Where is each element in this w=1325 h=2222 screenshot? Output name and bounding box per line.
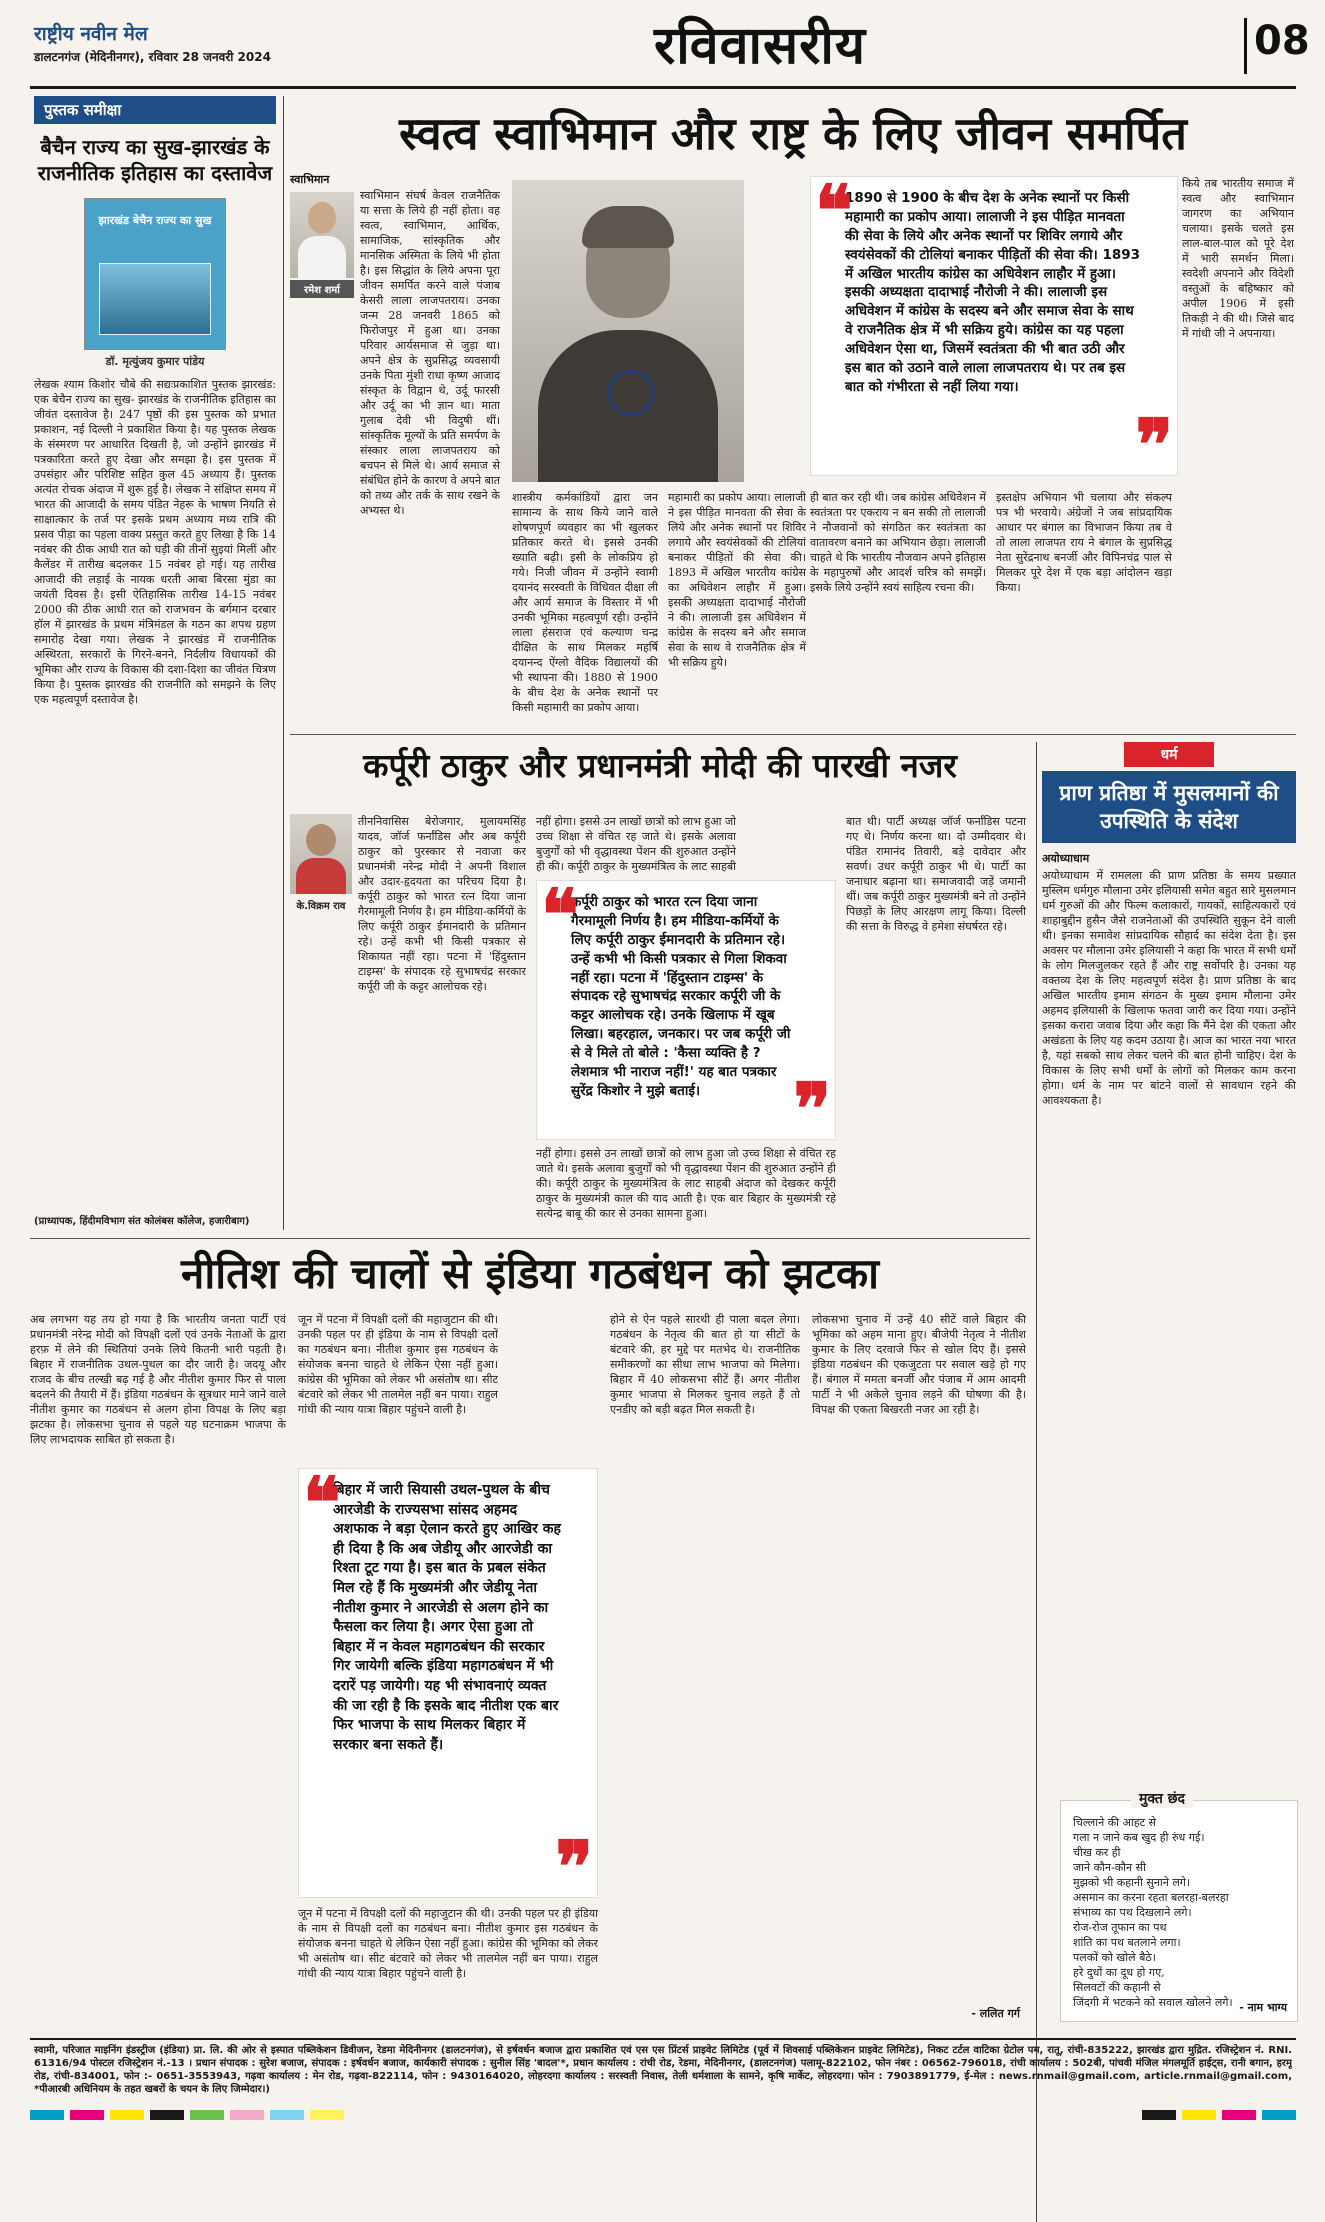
dharm-dateline: अयोध्याधाम bbox=[1042, 852, 1090, 865]
nitish-column-2: जून में पटना में विपक्षी दलों की महाजुटान की थी। उनकी पहल पर ही इंडिया के नाम से विपक्षी दलों का गठबंधन बना। नीतीश कुमार इस गठबंधन के संयोजक बनना चाहते थे लेकिन ऐसा नहीं हुआ। कांग्रेस की भूमिका को लेकर भी असंतोष था। सीट बंटवारे को लेकर भी तालमेल नहीं बन पाया। राहुल गांधी की न्याय यात्रा बिहार पहुंचने वाली है। bbox=[298, 1313, 498, 1416]
page-number-divider bbox=[1244, 18, 1247, 74]
nitish-headline: नीतिश की चालों से इंडिया गठबंधन को झटका bbox=[181, 1249, 879, 1298]
poem-author: - नाम भाग्य bbox=[1239, 2001, 1287, 2014]
masthead bbox=[0, 0, 1325, 92]
nitish-column-2b: जून में पटना में विपक्षी दलों की महाजुटान की थी। उनकी पहल पर ही इंडिया के नाम से विपक्षी दलों का गठबंधन बना। नीतीश कुमार इस गठबंधन के संयोजक बनना चाहते थे लेकिन ऐसा नहीं हुआ। कांग्रेस की भूमिका को लेकर भी असंतोष था। सीट बंटवारे को लेकर भी तालमेल नहीं बन पाया। राहुल गांधी की न्याय यात्रा बिहार पहुंचने वाली है। bbox=[298, 1907, 598, 1980]
nitish-column-4: लोकसभा चुनाव में उन्हें 40 सीटें वाले बिहार की भूमिका को अहम माना हुए। बीजेपी नेतृत्व ने नीतीश कुमार के लिए दरवाजे फिर से खोल दिए हैं। इससे इंडिया गठबंधन की एकजुटता पर सवाल खड़े हो गए हैं। बंगाल में ममता बनर्जी और पंजाब में आम आदमी पार्टी ने भी अकेले चुनाव लड़ने की घोषणा की है। विपक्ष की एकता बिखरती नजर आ रही है। bbox=[812, 1313, 1026, 1416]
karpoori-pull-quote-text: कर्पूरी ठाकुर को भारत रत्न दिया जाना गैरमामूली निर्णय है। हम मीडिया-कर्मियों के लिए कर्पूरी ठाकुर ईमानदारी के प्रतिमान रहे। उन्हें कभी भी किसी पत्रकार से गिला शिकवा नहीं रहा। पटना में 'हिंदुस्तान टाइम्स' के संपादक रहे सुभाषचंद्र सरकार कर्पूरी जी के कट्टर आलोचक रहे। उनके खिलाफ में खूब लिखा। बहरहाल, जनकार। पर जब कर्पूरी जी से वे मिले तो बोले : 'कैसा व्यक्ति है ? लेशमात्र भी नाराज नहीं!' यह बात पत्रकार सुरेंद्र किशोर ने मुझे बताई। bbox=[571, 894, 791, 1099]
karpoori-pull-quote bbox=[536, 873, 836, 1150]
lead-pull-quote-text: 1890 से 1900 के बीच देश के अनेक स्थानों पर किसी महामारी का प्रकोप आया। लालाजी ने इस पीड़ित मानवता की सेवा के लिये और अनेक स्थानों पर शिविर लगाये और स्वयंसेवकों की टोलियां बनाकर पीड़ितों की सेवा की। 1893 में अखिल भारतीय कांग्रेस का अधिवेशन लाहौर में हुआ। इसकी अध्यक्षता दादाभाई नौरोजी ने की। लालाजी इस अधिवेशन में कांग्रेस के सदस्य बने और समाज सेवा के साथ वे राजनैतिक क्षेत्र में भी सक्रिय हुये। कांग्रेस का यह पहला अधिवेशन ऐसा था, जिसमें स्वतंत्रता की भी बात उठी और इस बात को उठाने वाले लाला लाजपतराय थे। पर तब इस बात को गंभीरता से नहीं लिया गया। bbox=[845, 190, 1141, 395]
poem-text: चिल्लाने की आहट से गला न जाने कब खुद ही रुंध गई। चीख कर ही जाने कौन-कौन सी मुझको भी कहानी सुनाने लगे। असमान का करना रहता बलरहा-बलरहा संभाव्य का पथ दिखलाने लगे। रोज-रोज तूफान का पथ शांति का पथ बतलाने लगा। पलकों को खोले बैठे। हरे दुधों का दूध हो गए, सिलवटों की कहानी से जिंदगी में भटकने को सवाल खोलने लगे। bbox=[1073, 1816, 1233, 2009]
left-column-divider bbox=[283, 96, 284, 1230]
registration-swatches bbox=[30, 2110, 1296, 2122]
karpoori-headline: कर्पूरी ठाकुर और प्रधानमंत्री मोदी की पारखी नजर bbox=[363, 746, 957, 785]
masthead-rule bbox=[30, 86, 1296, 89]
book-review-label: पुस्तक समीक्षा bbox=[34, 96, 276, 124]
book-review bbox=[34, 96, 276, 1234]
dharm-label: धर्म bbox=[1124, 742, 1214, 767]
author-photo-ramesh bbox=[290, 192, 354, 278]
swatch-yellow-right bbox=[1182, 2110, 1216, 2120]
book-review-body: लेखक श्याम किशोर चौबे की सद्यःप्रकाशित पुस्तक झारखंड: एक बेचैन राज्य का सुख- झारखंड के राजनीतिक इतिहास का जीवंत दस्तावेज है। 247 पृष्ठों की इस पुस्तक को प्रभात प्रकाशन, नई दिल्ली ने प्रकाशित किया है। यह पुस्तक लेखक के संस्मरण पर आधारित दिखती है, जो उन्होंने झारखंड में पत्रकारिता करते हुए देखा और समझा है। इस पुस्तक में उपसंहार और परिशिष्ट सहित कुल 45 अध्याय हैं। पुस्तक अत्यंत रोचक अंदाज में शुरू हुई है। लेखक ने संक्षिप्त समय में भारत की आजादी के समय पंडित नेहरू के भाषण नियति से साक्षात्कार के तर्ज पर इसके प्रथम अध्याय मध्य रात्रि की प्रसव पीड़ा का पहला वाक्य प्रस्तुत करते हुए लिखा है कि 14 नवंबर की ठीक आधी रात को घड़ी की तीनों सुइयां मिलीं और कैलेंडर में तारीख बदलकर 15 नवंबर हो गई। यह तारीख आजादी की लड़ाई के नायक धरती आबा बिरसा मुंडा का जयंती दिवस है। इसी ऐतिहासिक तारीख 14-15 नवंबर 2000 की ठीक आधी रात को राजभवन के बर्गमान दरबार हॉल में झारखंड के प्रथम मंत्रिमंडल के गठन का शपथ ग्रहण समारोह देखा गया। लेखक ने झारखंड में राजनीतिक अस्थिरता, सरकारों के गिरने-बनने, निर्दलीय विधायकों की भूमिका और राज्य के विकास की दशा-दिशा का जीवंत चित्रण किया है। पुस्तक झारखंड की राजनीति को समझने के लिए एक महत्वपूर्ण दस्तावेज है। bbox=[34, 378, 276, 706]
lead-column-5: इस्तक्षेप अभियान भी चलाया और संकल्प पत्र भी भरवाये। अंग्रेजों ने जब सांप्रदायिक आधार पर बंगाल का विभाजन किया तब वे तो लाला लाजपत राय ने बंगाल के सुप्रसिद्ध नेता सुरेंद्रनाथ बनर्जी और विपिनचंद्र पाल से मिलकर पूरे देश में एक बड़ा आंदोलन खड़ा किया। bbox=[996, 491, 1172, 594]
swatch-green bbox=[190, 2110, 224, 2120]
author-photo-head bbox=[308, 202, 336, 234]
karpoori-byline: के.विक्रम राव bbox=[296, 901, 346, 912]
lead-bottom-rule bbox=[290, 734, 1296, 735]
lead-column-2: शास्त्रीय कर्मकांडियों द्वारा जन सामान्य के साथ किये जाने वाले शोषणपूर्ण व्यवहार का भी खुलकर प्रतिकार करते थे। इससे उनकी ख्याति बढ़ी। इसी के लोकप्रिय हो गये। निजी जीवन में उन्होंने स्वामी दयानंद सरस्वती के विधिवत दीक्षा ली और आर्य समाज के विस्तार में भी उनकी भूमिका महत्वपूर्ण रही। उन्होंने लाला हंसराज एवं कल्याण चन्द्र दीक्षित के साथ मिलकर महर्षि दयानन्द ऐंग्लो वैदिक विद्यालयों की भी स्थापना की। 1880 से 1900 के बीच देश के अनेक स्थानों पर किसी महामारी का प्रकोप आया। bbox=[512, 491, 658, 714]
author-photo-vikram bbox=[290, 814, 352, 894]
book-review-author: डॉ. मृत्युंजय कुमार पांडेय bbox=[105, 355, 205, 368]
open-quote-icon: ❝ bbox=[303, 1461, 341, 1544]
karpoori-column-3: बात थी। पार्टी अध्यक्ष जॉर्ज फर्नांडिस पटना गए थे। निर्णय करना था। दो उम्मीदवार थे। पंडित रामानंद तिवारी, बड़े दावेदार और सवर्ण। उधर कर्पूरी ठाकुर भी थे। पार्टी का जनाधार बढ़ाना था। समाजवादी जड़ें जमानी थीं। जब कर्पूरी ठाकुर मुख्यमंत्री बने तो उन्होंने पिछड़ों के लिए आरक्षण लागू किया। दिल्ली की सत्ता के विरुद्ध वे हमेशा संघर्षरत रहे। bbox=[846, 815, 1026, 933]
dateline: डालटनगंज (मेदिनीनगर), रविवार 28 जनवरी 2024 bbox=[34, 50, 271, 64]
swatch-light-yellow bbox=[310, 2110, 344, 2120]
swatch-magenta-right bbox=[1222, 2110, 1256, 2120]
swatch-yellow bbox=[110, 2110, 144, 2120]
book-cover-title: झारखंड बेचैन राज्य का सुख bbox=[98, 214, 212, 227]
lead-pull-quote bbox=[810, 170, 1178, 486]
swatch-cyan bbox=[30, 2110, 64, 2120]
swatch-cyan-right bbox=[1262, 2110, 1296, 2120]
karpoori-article bbox=[290, 800, 1030, 1232]
imprint-top-rule bbox=[30, 2038, 1296, 2040]
nitish-article bbox=[30, 1304, 1030, 2034]
book-cover-image bbox=[84, 198, 226, 350]
lead-column-4: ही बात कर रही थी। जब कांग्रेस अधिवेशन में स्वतंत्रता पर एकराय न बन सकी तो लालाजी ने नौजवानों को संगठित कर स्वतंत्रता का वातावरण बनाने का अभियान छेड़ा। लालाजी चाहते थे कि भारतीय नौजवान अपने इतिहास के महापुरुषों और आदर्श चरित्र को समझें। इसके लिये उन्होंने स्वयं साहित्य रचना की। bbox=[810, 491, 986, 594]
karpoori-column-2: नहीं होगा। इससे उन लाखों छात्रों को लाभ हुआ जो उच्च शिक्षा से वंचित रह जाते थे। इसके अलावा बुजुर्गों को भी वृद्धावस्था पेंशन की शुरुआत उन्होंने ही की। कर्पूरी ठाकुर के मुख्यमंत्रित्व के लाट साहबी bbox=[536, 815, 736, 873]
portrait-turban bbox=[582, 206, 674, 248]
nitish-author: - ललित गर्ग bbox=[971, 2007, 1020, 2020]
lead-intro-label: स्वाभिमान bbox=[290, 173, 330, 186]
lead-column-1: स्वाभिमान संघर्ष केवल राजनैतिक या सत्ता के लिये ही नहीं होता। वह स्वत्व, स्वाभिमान, आर्थिक, सामाजिक, सांस्कृतिक और मानसिक अस्मिता के लिये भी होता है। इस सिद्धांत के लिये अपना पूरा जीवन समर्पित करने वाले पंजाब केसरी लाला लाजपतराय। उनका जन्म 28 जनवरी 1865 को फिरोजपुर में हुआ था। उनका परिवार आर्यसमाज से जुड़ा था। अपने क्षेत्र के सुप्रसिद्ध व्यवसायी उनके पिता मुंशी राधा कृष्ण आजाद संस्कृत के विद्वान थे, उर्दू फारसी और उर्दू का भी ज्ञान था। माता गुलाब देवी भी विदुषी थीं। सांस्कृतिक मूल्यों के प्रति समर्पण के संस्कार लाला लाजपतराय को बचपन से मिले थे। आर्य समाज से संबंधित होने के कारण वे अपने बात को तथ्य और तर्क के साथ रखने के अभ्यस्त थे। bbox=[360, 189, 500, 517]
lead-byline: रमेश शर्मा bbox=[290, 280, 354, 298]
open-quote-icon: ❝ bbox=[815, 170, 853, 252]
dharm-body: अयोध्याधाम में रामलला की प्राण प्रतिष्ठा के समय प्रख्यात मुस्लिम धर्मगुरु मौलाना उमेर इलियासी समेत बहुत सारे मुसलमान धर्म गुरुओं की और फिल्म कलाकारों, गायकों, साहित्यकारों एवं शाहाबुद्दीन हुसैन जैसे राजनेताओं की उपस्थिति सुकून देने वाली थी। इनका समावेश सांप्रदायिक सौहार्द का संदेश देता है। इस अवसर पर मौलाना उमेर इलियासी ने कहा कि भारत में सभी धर्मों के लोग मिलजुलकर रहते हैं और राष्ट्र सर्वोपरि है। उनका यह वक्तव्य देश के लिए महत्वपूर्ण संदेश है। प्राण प्रतिष्ठा के बाद अखिल भारतीय इमाम संगठन के मुख्य इमाम मौलाना उमेर अहमद इलियासी के खिलाफ फतवा जारी कर दिया गया। उन्होंने इसका करारा जवाब दिया और कहा कि मैंने देश की एकता और अखंडता के लिए यह कदम उठाया है। आज का भारत नया भारत है, यहां सबको साथ लेकर चलने की बात होनी चाहिए। देश के विकास के लिए सभी धर्मों के लोगों को मिलकर काम करना होगा। धर्म के नाम पर बांटने वालों से सावधान रहने की आवश्यकता है। bbox=[1042, 869, 1296, 1107]
imprint: स्वामी, परिजात माइनिंग इंडस्ट्रीज (इंडिया) प्रा. लि. की ओर से इस्पात पब्लिकेशन डिवीजन, रेडमा मेदिनीनगर (डालटनगंज), से इर्षवर्धन बजाज द्वारा प्रकाशित एवं एस एस प्रिंटर्स प्राइवेट लिमिटेड (पूर्व में शिवसाई पब्लिकेशन प्राइवेट लिमिटेड), निकट टर्टल वाटिका ग्रेटोल पम, रातू, रांची-835222, झारखंड द्वारा मुद्रित. रजिस्ट्रेशन नं. RNI. 61316/94 पोस्टल रजिस्ट्रेशन नं.-13 । प्रधान संपादक : सुरेश बजाज, संपादक : इर्षवर्धन बजाज, कार्यकारी संपादक : सुनील सिंह 'बादल'*, प्रधान कार्यालय : रांची रोड, रेडमा, मेदिनीनगर, (डालटनगंज) पलामू-822102, फोन नंबर : 06562-796018, रांची कार्यालय : 502बी, पांचवी मंजिल मंगलमूर्ति हाईट्स, रानी बगान, हरमू रोड, रांची-834001, फोन :- 0651-3553943, गढ़वा कार्यालय : मेन रोड, गढ़वा-822114, फोन : 9430164020, लोहरदगा कार्यालय : सरस्वती निवास, तेली धर्मशाला के सामने, कृषि मार्केट, लोहरदगा। फोन : 7903891779, ई-मेल : news.rnmail@gmail.com, article.rnmail@gmail.com, *पीआरबी अधिनियम के तहत खबरों के चयन के लिए जिम्मेदार।) bbox=[34, 2045, 1292, 2095]
swatch-black bbox=[150, 2110, 184, 2120]
author-photo-body bbox=[298, 236, 346, 278]
swatch-pink bbox=[230, 2110, 264, 2120]
book-review-headline: बैचैन राज्य का सुख-झारखंड के राजनीतिक इतिहास का दस्तावेज bbox=[37, 135, 273, 185]
close-quote-icon: ❞ bbox=[1135, 403, 1173, 486]
dharm-headline: प्राण प्रतिष्ठा में मुसलमानों की उपस्थिति के संदेश bbox=[1042, 771, 1296, 843]
poem-box bbox=[1060, 1791, 1298, 2022]
nitish-pull-quote-text: बिहार में जारी सियासी उथल-पुथल के बीच आरजेडी के राज्यसभा सांसद अहमद अशफाक ने बड़ा ऐलान करते हुए आखिर कह ही दिया है कि अब जेडीयू और आरजेडी का रिश्ता टूट गया है। इस बात के प्रबल संकेत मिल रहे हैं कि मुख्यमंत्री और जेडीयू नेता नीतीश कुमार ने आरजेडी से अलग होने का फैसला कर लिया है। अगर ऐसा हुआ तो बिहार में न केवल महागठबंधन की सरकार गिर जायेगी बल्कि इंडिया महागठबंधन में भी दरारें पड़ जायेगी। यह भी संभावनाएं व्यक्त की जा रही है कि इसके बाद नीतीश एक बार फिर भाजपा के साथ मिलकर बिहार में सरकार बना सकते हैं। bbox=[333, 1482, 561, 1753]
close-quote-icon: ❞ bbox=[793, 1067, 831, 1150]
book-review-footer: (प्राध्यापक, हिंदीमविभाग संत कोलंबस कॉलेज, हजारीबाग) bbox=[34, 1216, 250, 1227]
dharm-divider bbox=[1036, 742, 1037, 2222]
section-title: रविवासरीय bbox=[653, 15, 867, 76]
poem-label: मुक्त छंद bbox=[1131, 1789, 1193, 1808]
karpoori-column-2b: नहीं होगा। इससे उन लाखों छात्रों को लाभ हुआ जो उच्च शिक्षा से वंचित रह जाते थे। इसके अलावा बुजुर्गों को भी वृद्धावस्था पेंशन की शुरुआत उन्होंने ही की। कर्पूरी ठाकुर के मुख्यमंत्रित्व के लाट साहबी अंदाज को देखकर कर्पूरी ठाकुर के मुख्यमंत्री काल की याद आती है। एक बार बिहार के मुख्यमंत्री रहे सत्येन्द्र बाबू की कार से उनका सामना हुआ। bbox=[536, 1147, 836, 1220]
nitish-pull-quote bbox=[298, 1461, 598, 1908]
lead-article bbox=[290, 170, 1296, 730]
close-quote-icon: ❞ bbox=[555, 1825, 593, 1908]
swatch-magenta bbox=[70, 2110, 104, 2120]
page-number: 08 bbox=[1254, 18, 1310, 64]
lala-lajpat-rai-portrait bbox=[512, 180, 744, 482]
open-quote-icon: ❝ bbox=[541, 873, 579, 956]
paper-logo: राष्ट्रीय नवीन मेल bbox=[34, 23, 148, 45]
author-photo-vikram-body bbox=[296, 858, 346, 894]
karpoori-column-1: तीननिवासिस बेरोजगार, मुलायमसिंह यादव, जॉर्ज फर्नांडिस और अब कर्पूरी ठाकुर को पुरस्कार से नवाजा कर प्रधानमंत्री नरेन्द्र मोदी ने अपनी विशाल और उदार-हृदयता का परिचय दिया है। कर्पूरी ठाकुर को भारत रत्न दिया जाना गैरमामूली निर्णय है। हम मीडिया-कर्मियों के लिए कर्पूरी ठाकुर ईमानदारी के प्रतिमान रहे। उन्हें कभी भी किसी पत्रकार से शिकायत नहीं रहा। पटना में 'हिंदुस्तान टाइम्स' के संपादक रहे सुभाषचंद्र सरकार कर्पूरी जी के कट्टर आलोचक रहे। bbox=[358, 815, 526, 993]
swatch-light-cyan bbox=[270, 2110, 304, 2120]
swatch-black-right bbox=[1142, 2110, 1176, 2120]
nitish-column-1: अब लगभग यह तय हो गया है कि भारतीय जनता पार्टी एवं प्रधानमंत्री नरेन्द्र मोदी को विपक्षी दलों एवं उनके नेताओं के द्वारा हरफ़ में लेने की स्थितियां उनके लिये कितनी भारी पड़ती है। बिहार में राजनीतिक उथल-पुथल का दौर जारी है। जदयू और राजद के बीच तल्खी बढ़ गई है और नीतीश कुमार फिर से पाला बदलने की तैयारी में हैं। इंडिया गठबंधन के सूत्रधार माने जाने वाले नीतीश कुमार का गठबंधन से अलग होना विपक्ष के लिए बड़ा झटका है। लोकसभा चुनाव से पहले यह घटनाक्रम भाजपा के लिए लाभदायक साबित हो सकता है। bbox=[30, 1313, 286, 1446]
lead-headline: स्वत्व स्वाभिमान और राष्ट्र के लिए जीवन समर्पित bbox=[399, 107, 1187, 160]
chakra-emblem bbox=[608, 370, 654, 416]
nitish-top-rule bbox=[30, 1238, 1030, 1239]
nitish-column-3: होने से ऐन पहले सारथी ही पाला बदल लेगा। गठबंधन के नेतृत्व की बात हो या सीटों के बंटवारे की, हर मुद्दे पर मतभेद थे। राजनीतिक समीकरणों का सीधा लाभ भाजपा को मिलेगा। बिहार में 40 लोकसभा सीटें हैं। अगर नीतीश कुमार भाजपा से मिलकर चुनाव लड़ते हैं तो एनडीए को बड़ी बढ़त मिल सकती है। bbox=[610, 1313, 800, 1416]
lead-column-6: किये तब भारतीय समाज में स्वत्व और स्वाभिमान जागरण का अभियान चलाया। इसके चलते इस लाल-बाल-पाल को पूरे देश में भारी समर्थन मिला। स्वदेशी अपनाने और विदेशी वस्तुओं के बहिष्कार को अपील 1906 में इसी तिकड़ी ने की थी। जिसे बाद में गांधी जी ने अपनाया। bbox=[1182, 177, 1294, 340]
book-cover-art bbox=[99, 263, 211, 335]
lead-column-3: महामारी का प्रकोप आया। लालाजी ने इस पीड़ित मानवता की सेवा के लिये और अनेक स्थानों पर शिविर लगाये और स्वयंसेवकों की टोलियां बनाकर पीड़ितों की सेवा की। 1893 में अखिल भारतीय कांग्रेस का अधिवेशन लाहौर में हुआ। इसकी अध्यक्षता दादाभाई नौरोजी ने की। लालाजी इस अधिवेशन में कांग्रेस के सदस्य बने और समाज सेवा के साथ वे राजनैतिक क्षेत्र में भी सक्रिय हुये। bbox=[668, 491, 806, 669]
author-photo-vikram-head bbox=[306, 824, 336, 856]
